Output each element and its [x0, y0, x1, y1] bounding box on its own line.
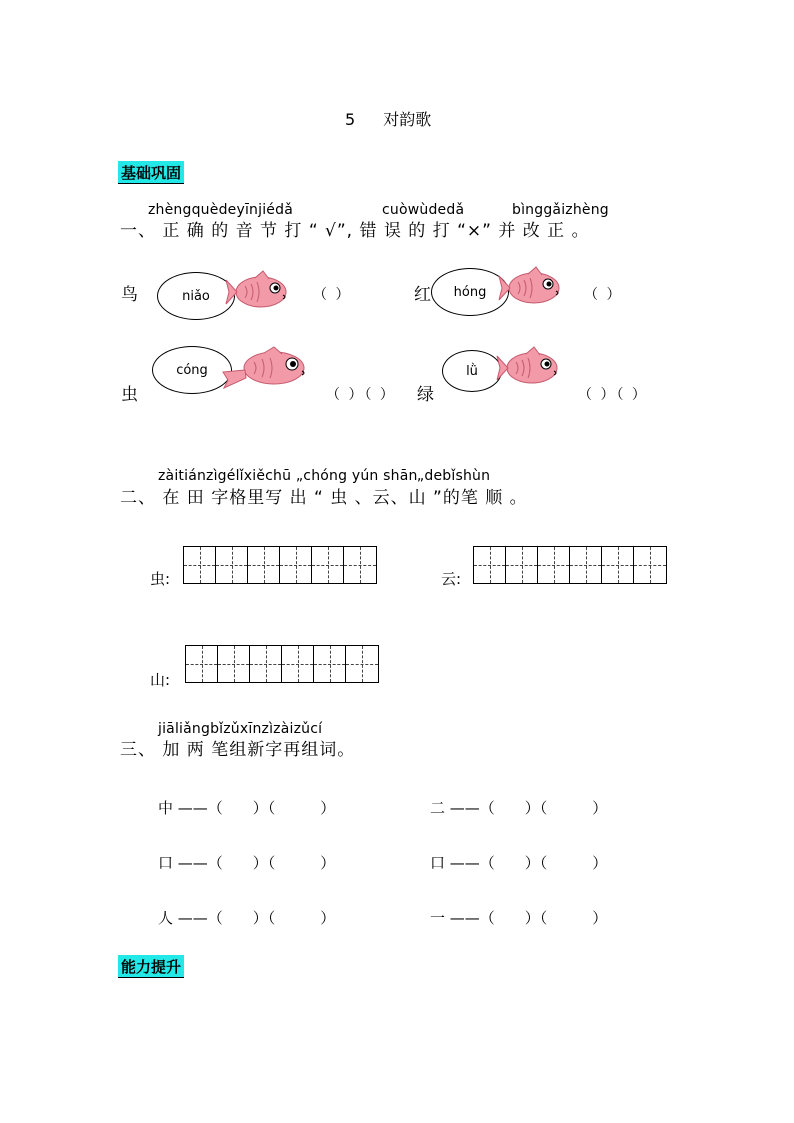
fish-icon — [496, 346, 562, 390]
fish-icon — [225, 270, 291, 314]
q3-row-3-right[interactable]: 一 ——（ ）（ ） — [430, 909, 608, 927]
section-basic-badge: 基础巩固 — [118, 161, 184, 184]
q1-pinyin-b: cuòwùdedǎ — [382, 202, 465, 218]
q1-pinyin-a: zhèngquèdeyīnjiédǎ — [148, 202, 293, 218]
q3-row-1-right[interactable]: 二 ——（ ）（ ） — [430, 799, 608, 817]
pinyin-niao: niǎo — [182, 288, 210, 304]
q1-char-niao: 鸟 — [121, 285, 138, 305]
pinyin-hong: hóng — [453, 284, 487, 300]
answer-paren-hong[interactable]: （ ） — [584, 287, 623, 303]
q1-pinyin-c: bìnggǎizhèng — [512, 202, 609, 218]
q1-char-lv: 绿 — [417, 385, 434, 405]
grid-label-yun: 云: — [441, 570, 462, 588]
answer-paren-niao[interactable]: （ ） — [313, 287, 352, 303]
q3-row-2-right[interactable]: 口 ——（ ）（ ） — [430, 854, 608, 872]
grid-label-chong: 虫: — [150, 570, 171, 588]
pinyin-bubble-niao — [157, 272, 235, 320]
fish-icon — [498, 266, 564, 310]
section-advanced-badge: 能力提升 — [118, 955, 184, 978]
grid-label-shan: 山: — [150, 671, 171, 689]
q3-row-3-left[interactable]: 人 ——（ ）（ ） — [158, 909, 336, 927]
q2-question: 二、 在 田 字格里写 出 “ 虫 、云、山 ”的笔 顺 。 — [120, 488, 528, 508]
q1-question: 一、 正 确 的 音 节 打 “ √”, 错 误 的 打 “×” 并 改 正 。 — [120, 221, 590, 241]
answer-paren-lv[interactable]: （ ）（ ） — [578, 387, 648, 403]
q3-row-2-left[interactable]: 口 ——（ ）（ ） — [158, 854, 336, 872]
fish-icon — [222, 346, 310, 390]
pinyin-bubble-cong — [152, 346, 232, 394]
pinyin-bubble-lv — [442, 350, 502, 392]
q3-row-1-left[interactable]: 中 ——（ ）（ ） — [158, 799, 336, 817]
writing-grid-shan[interactable] — [185, 645, 379, 683]
q1-char-hong: 红 — [414, 285, 431, 305]
q2-pinyin: zàitiánzìgélǐxiěchū „chóng yún shān„debǐshùn — [158, 468, 491, 484]
pinyin-lv: lǜ — [466, 363, 478, 379]
lesson-name: 对韵歌 — [383, 110, 432, 129]
lesson-title — [345, 107, 431, 130]
answer-paren-chong[interactable]: （ ）（ ） — [326, 387, 396, 403]
lesson-number: 5 — [345, 110, 356, 129]
q1-char-chong: 虫 — [121, 385, 138, 405]
writing-grid-chong[interactable] — [183, 546, 377, 584]
pinyin-cong: cóng — [176, 362, 208, 378]
q3-question: 三、 加 两 笔组新字再组词。 — [120, 740, 356, 760]
writing-grid-yun[interactable] — [473, 546, 667, 584]
q3-pinyin: jiāliǎngbǐzǔxīnzìzàizǔcí — [158, 721, 323, 737]
